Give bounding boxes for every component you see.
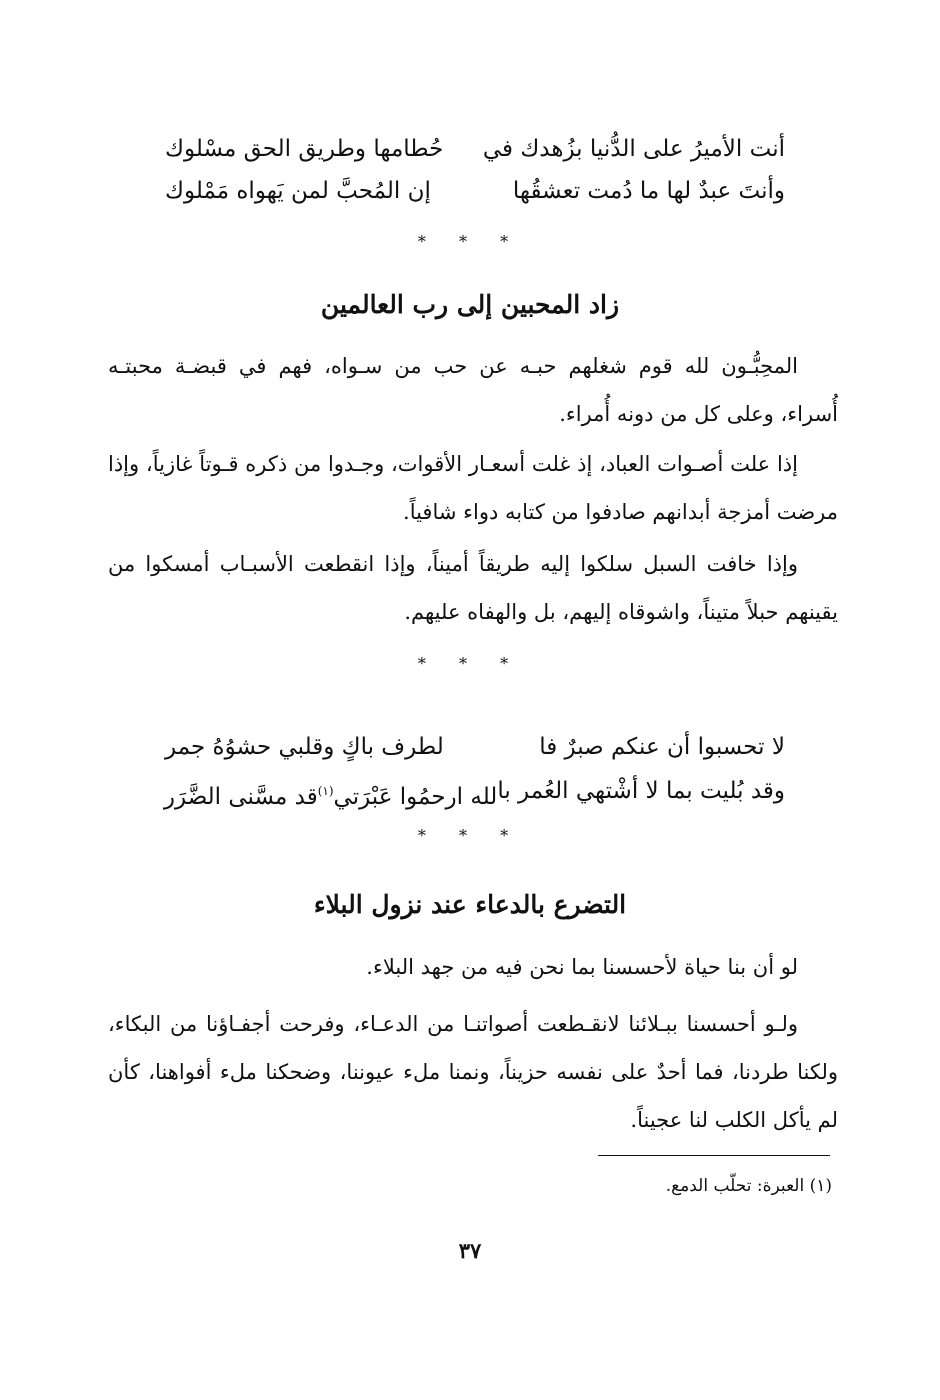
paragraph: لو أن بنا حياة لأحسسنا بما نحن فيه من جهد البلاء. [366,955,798,979]
page-number: ٣٧ [458,1238,482,1263]
verse-hemistich: لا تحسبوا أن عنكم صبرٌ فا [539,734,785,760]
verse-hemistich: أنت الأميرُ على الدُّنيا بزُهدك في [482,136,785,162]
section-separator: * * * [417,826,523,845]
section-heading: التضرع بالدعاء عند نزول البلاء [313,890,627,919]
section-separator: * * * [417,654,523,673]
verse-line [165,172,785,210]
paragraph: المحِبُّـون لله قوم شغلهم حبـه عن حب من سـواه، فهم في قبضـة محبتـه أُسراء، وعلى كل من دونه أُمراء. [108,354,838,426]
verse-hemistich: وقد بُليت بما لا أشْتهي العُمر با [497,778,785,804]
verse-line [165,130,785,168]
verse-line [165,772,785,816]
paragraph: وإذا خافت السبل سلكوا إليه طريقاً أميناً، وإذا انقطعت الأسبـاب أمسكوا من يقينهم حبلاً متيناً، واشوقاه إليهم، بل والهفاه عليهم. [108,552,838,624]
section-separator: * * * [417,232,523,251]
footnote-marker: (١) [317,784,334,798]
verse-hemistich: حُطامها وطريق الحق مسْلوك [165,136,444,162]
verse-hemistich: لطرف باكٍ وقلبي حشوُهُ جمر [165,734,444,760]
verse-text: لله ارحمُوا عَبْرَتي [333,783,498,810]
paragraph: ولـو أحسسنا ببـلائنا لانقـطعت أصواتنـا من الدعـاء، وفرحت أجفـاؤنا من البكاء، ولكنا طردنا، فما أحدٌ على نفسه حزيناً، ونمنا ملء عيوننا، وضحكنا ملء أفواهنا، كأن لم يأكل الكلب لنا عجيناً. [108,1012,838,1132]
verse-hemistich: وأنتَ عبدٌ لها ما دُمت تعشقُها [512,178,785,204]
section-heading: زاد المحبين إلى رب العالمين [320,290,620,319]
verse-hemistich: إن المُحبَّ لمن يَهواه مَمْلوك [165,178,431,204]
verse-line [165,728,785,766]
verse-hemistich [164,772,497,816]
verse-text: قد مسَّنى الضَّرَر [163,783,318,810]
footnote-divider [598,1155,830,1156]
paragraph: إذا علت أصـوات العباد، إذ غلت أسعـار الأقوات، وجـدوا من ذكره قـوتاً غازياً، وإذا مرضت أمزجة أبدانهم صادفوا من كتابه دواء شافياً. [108,452,838,524]
footnote: (١) العبرة: تحلّب الدمع. [665,1176,832,1196]
